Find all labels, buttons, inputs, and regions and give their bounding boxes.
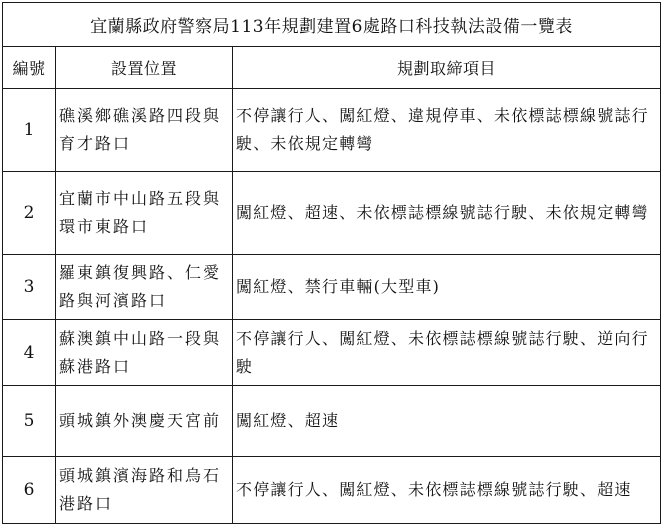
row-items: 不停讓行人、闖紅燈、未依標誌標線號誌行駛、超速: [233, 457, 661, 524]
row-items: 不停讓行人、闖紅燈、未依標誌標線號誌行駛、逆向行駛: [233, 320, 661, 386]
table-row: [3, 172, 661, 255]
row-location: 羅東鎮復興路、仁愛路與河濱路口: [56, 255, 233, 320]
row-items: 闖紅燈、超速: [233, 386, 661, 457]
row-number: 5: [3, 386, 56, 457]
row-items: 闖紅燈、超速、未依標誌標線號誌行駛、未依規定轉彎: [233, 172, 661, 255]
table-row: [3, 320, 661, 386]
row-location: 頭城鎮外澳慶天宮前: [56, 386, 233, 457]
row-location: 頭城鎮濱海路和烏石港路口: [56, 457, 233, 524]
title-row: [3, 3, 661, 47]
row-location: 蘇澳鎮中山路一段與蘇港路口: [56, 320, 233, 386]
enforcement-table: [2, 2, 661, 524]
header-items: 規劃取締項目: [233, 47, 661, 89]
row-location: 宜蘭市中山路五段與環市東路口: [56, 172, 233, 255]
row-number: 2: [3, 172, 56, 255]
header-number: 編號: [3, 47, 56, 89]
table-row: [3, 255, 661, 320]
row-location: 礁溪鄉礁溪路四段與育才路口: [56, 89, 233, 172]
header-row: [3, 47, 661, 89]
header-location: 設置位置: [56, 47, 233, 89]
row-number: 3: [3, 255, 56, 320]
table-row: [3, 89, 661, 172]
row-items: 不停讓行人、闖紅燈、違規停車、未依標誌標線號誌行駛、未依規定轉彎: [233, 89, 661, 172]
table-row: [3, 386, 661, 457]
row-items: 闖紅燈、禁行車輛(大型車): [233, 255, 661, 320]
table-row: [3, 457, 661, 524]
row-number: 4: [3, 320, 56, 386]
row-number: 6: [3, 457, 56, 524]
row-number: 1: [3, 89, 56, 172]
table-title: 宜蘭縣政府警察局113年規劃建置6處路口科技執法設備一覽表: [3, 3, 661, 47]
